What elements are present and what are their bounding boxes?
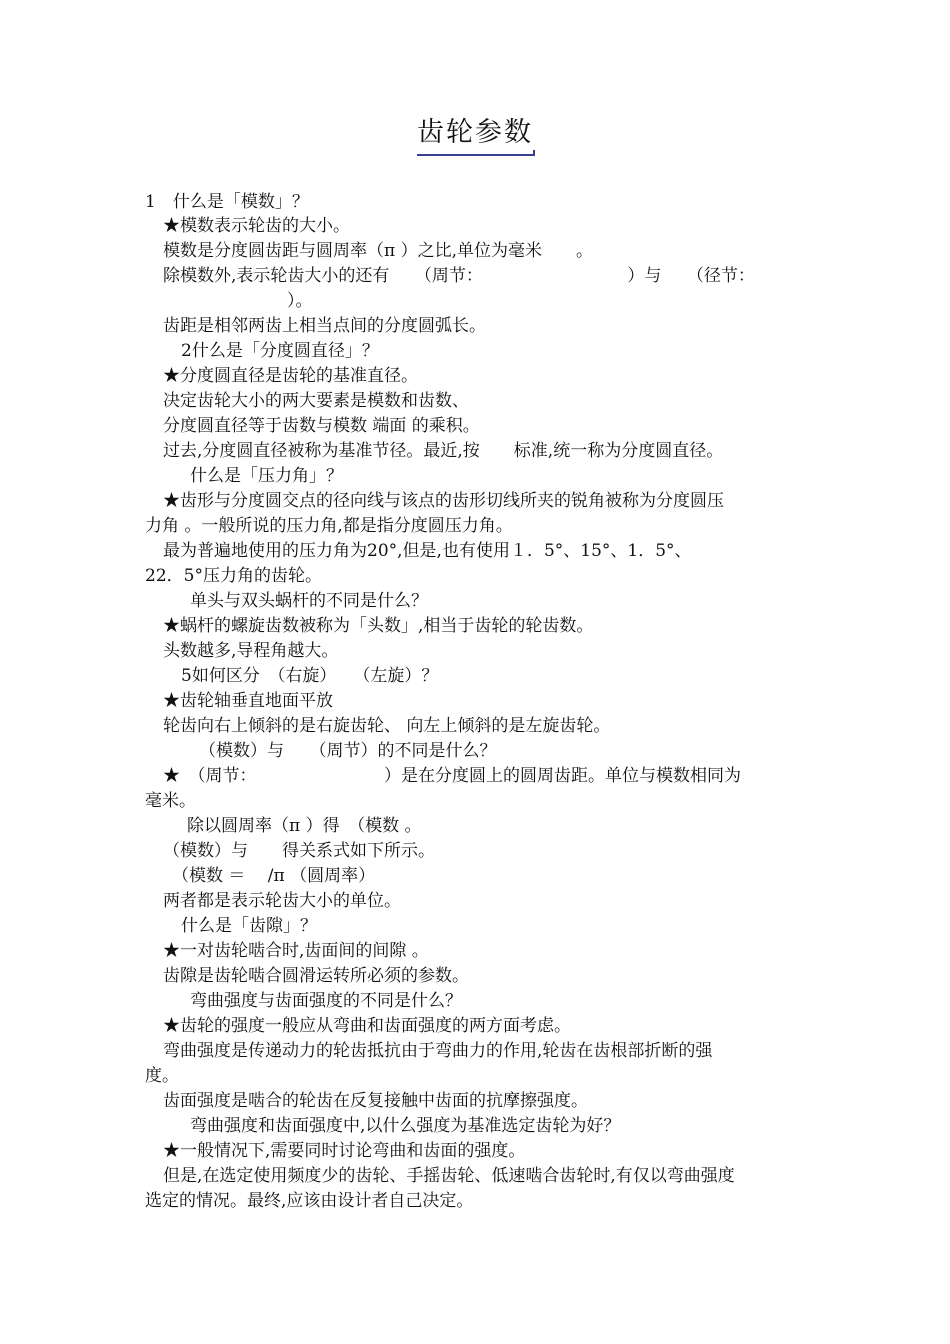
text-line: ）。	[287, 291, 313, 311]
text-line: 22．5°压力角的齿轮。	[145, 566, 322, 586]
text-line: 分度圆直径等于齿数与模数 端面 的乘积。	[163, 416, 480, 436]
text-line: ★齿轮的强度一般应从弯曲和齿面强度的两方面考虑。	[163, 1016, 571, 1036]
text-line: 除以圆周率（π ）得 （模数 。	[187, 816, 422, 836]
text-line: 齿面强度是啮合的轮齿在反复接触中齿面的抗摩擦强度。	[163, 1091, 588, 1111]
section-6-heading: （模数）与 （周节）的不同是什么？	[199, 741, 497, 761]
text-line: 轮齿向右上倾斜的是右旋齿轮、 向左上倾斜的是左旋齿轮。	[163, 716, 611, 736]
section-7-heading: 什么是「齿隙」？	[181, 916, 317, 936]
text-line: ★模数表示轮齿的大小。	[163, 216, 350, 236]
text-line: 头数越多,导程角越大。	[163, 641, 339, 661]
section-9-heading: 弯曲强度和齿面强度中,以什么强度为基准选定齿轮为好？	[190, 1116, 621, 1136]
title-underline	[417, 154, 535, 156]
text-line: 决定齿轮大小的两大要素是模数和齿数、	[163, 391, 469, 411]
text-line: 力角 。一般所说的压力角,都是指分度圆压力角。	[145, 516, 513, 536]
section-4-heading: 单头与双头蜗杆的不同是什么？	[190, 591, 428, 611]
text-line: 毫米。	[145, 791, 196, 811]
text-line: ★齿轮轴垂直地面平放	[163, 691, 333, 711]
text-line: ★一对齿轮啮合时,齿面间的间隙 。	[163, 941, 429, 961]
text-line: ★一般情况下,需要同时讨论弯曲和齿面的强度。	[163, 1141, 526, 1161]
text-line: 齿隙是齿轮啮合圆滑运转所必须的参数。	[163, 966, 469, 986]
text-line: ★齿形与分度圆交点的径向线与该点的齿形切线所夹的锐角被称为分度圆压	[163, 491, 724, 511]
text-line: 最为普遍地使用的压力角为20°,但是,也有使用１．5°、15°、1．5°、	[163, 541, 692, 561]
formula-line: （模数 ＝ /π （圆周率）	[172, 866, 376, 886]
document-title: 齿轮参数	[417, 117, 533, 148]
text-line: 两者都是表示轮齿大小的单位。	[163, 891, 401, 911]
text-line: 选定的情况。最终,应该由设计者自己决定。	[145, 1191, 474, 1211]
text-line: 齿距是相邻两齿上相当点间的分度圆弧长。	[163, 316, 486, 336]
text-line: 弯曲强度是传递动力的轮齿抵抗由于弯曲力的作用,轮齿在齿根部折断的强	[163, 1041, 713, 1061]
section-3-heading: 什么是「压力角」？	[190, 466, 343, 486]
section-2-heading: 2什么是「分度圆直径」？	[181, 341, 379, 361]
section-5-heading: 5如何区分 （右旋） （左旋）？	[181, 666, 439, 686]
text-line: 模数是分度圆齿距与圆周率（π ）之比,单位为毫米 。	[163, 241, 593, 261]
section-8-heading: 弯曲强度与齿面强度的不同是什么？	[190, 991, 462, 1011]
text-line: （模数）与 得关系式如下所示。	[163, 841, 435, 861]
title-underline-tick	[533, 150, 535, 156]
text-line: 除模数外,表示轮齿大小的还有 （周节： ）与 （径节：	[163, 266, 755, 286]
section-1-heading: 1 什么是「模数」？	[145, 192, 309, 212]
text-line: ★分度圆直径是齿轮的基准直径。	[163, 366, 418, 386]
text-line: ★蜗杆的螺旋齿数被称为「头数」,相当于齿轮的轮齿数。	[163, 616, 594, 636]
text-line: 过去,分度圆直径被称为基准节径。最近,按 标准,统一称为分度圆直径。	[163, 441, 724, 461]
text-line: 度。	[145, 1066, 179, 1086]
text-line: 但是,在选定使用频度少的齿轮、手摇齿轮、低速啮合齿轮时,有仅以弯曲强度	[163, 1166, 735, 1186]
text-line: ★ （周节： ）是在分度圆上的圆周齿距。单位与模数相同为	[163, 766, 741, 786]
